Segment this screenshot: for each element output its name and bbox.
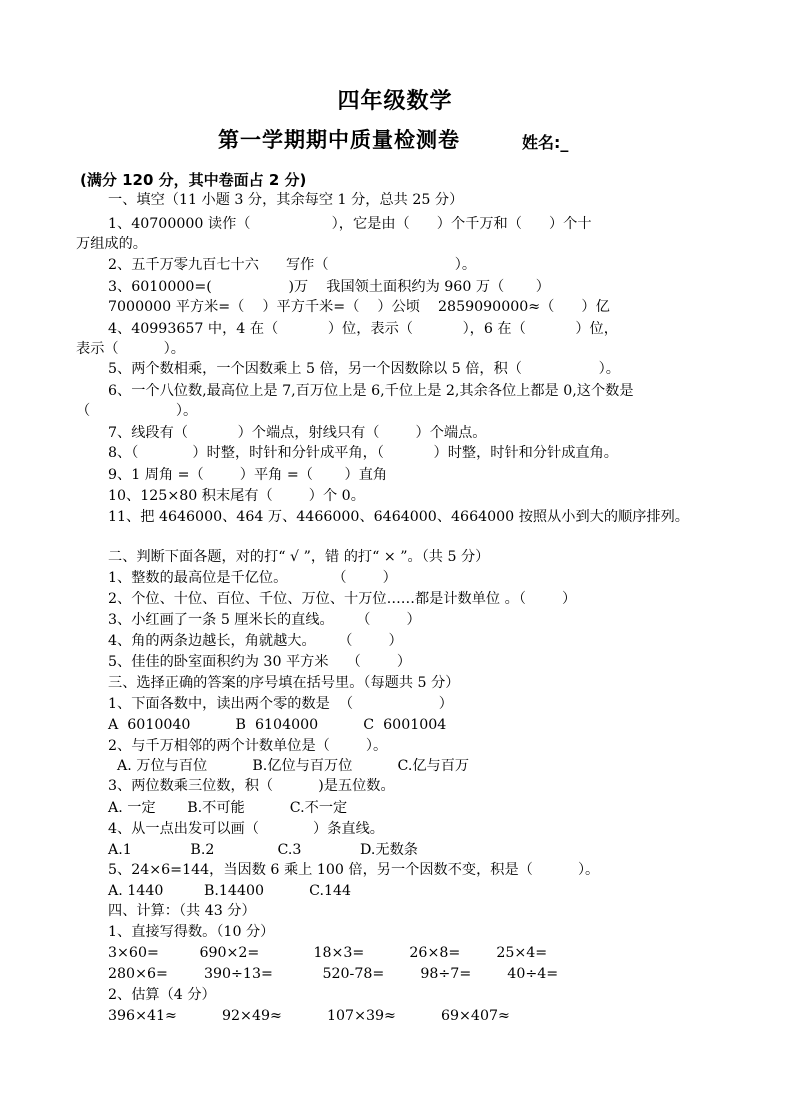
exam-line: 二、判断下面各题，对的打“ √ ”，错 的打“ × ”。（共 5 分） xyxy=(108,549,490,565)
exam-line: 4、40993657 中，4 在（ ）位，表示（ ），6 在（ ）位， xyxy=(108,321,618,337)
exam-line: 6、一个八位数,最高位上是 7,百万位上是 6,千位上是 2,其余各位上都是 0,这个数是 xyxy=(108,383,634,399)
exam-line: 2、个位、十位、百位、千位、万位、十万位……都是计数单位 。（ ） xyxy=(108,591,577,607)
exam-line: A.1 B.2 C.3 D.无数条 xyxy=(108,842,418,858)
exam-line: 四、计算：（共 43 分） xyxy=(108,903,256,919)
exam-line: 1、40700000 读作（ ），它是由（ ）个千万和（ ）个十 xyxy=(108,216,592,232)
exam-line: 11、把 4646000、464 万、4466000、6464000、4664000 按照从小到大的顺序排列。 xyxy=(108,509,689,525)
exam-line: 5、24×6=144，当因数 6 乘上 100 倍，另一个因数不变，积是（ ）。 xyxy=(108,862,600,878)
exam-line: (满分 120 分，其中卷面占 2 分) xyxy=(80,171,307,189)
exam-line: 万组成的。 xyxy=(76,236,147,252)
exam-line: 1、整数的最高位是千亿位。 （ ） xyxy=(108,570,397,586)
exam-line: 1、下面各数中，读出两个零的数是 （ ） xyxy=(108,696,453,712)
exam-line: 4、角的两条边越长，角就越大。 （ ） xyxy=(108,633,403,649)
exam-line: A. 一定 B.不可能 C.不一定 xyxy=(108,800,348,816)
exam-line: 1、直接写得数。（10 分） xyxy=(108,924,275,940)
exam-line: 280×6= 390÷13= 520-78= 98÷7= 40÷4= xyxy=(108,966,559,982)
exam-line: 8、（ ）时整，时针和分针成平角，（ ）时整，时针和分针成直角。 xyxy=(108,445,618,461)
exam-line: 2、五千万零九百七十六 写作（ ）。 xyxy=(108,257,477,273)
exam-subtitle: 第一学期期中质量检测卷 xyxy=(218,128,460,152)
exam-line: A 6010040 B 6104000 C 6001004 xyxy=(108,717,447,733)
exam-line: 5、佳佳的卧室面积约为 30 平方米 （ ） xyxy=(108,654,412,670)
exam-line: 一、填空（11 小题 3 分，其余每空 1 分，总共 25 分） xyxy=(108,192,464,208)
exam-line: 396×41≈ 92×49≈ 107×39≈ 69×407≈ xyxy=(108,1008,510,1024)
exam-line: 三、选择正确的答案的序号填在括号里。（每题共 5 分） xyxy=(108,675,460,691)
exam-line: 5、两个数相乘，一个因数乘上 5 倍，另一个因数除以 5 倍，积（ ）。 xyxy=(108,361,620,377)
exam-line: 2、估算（4 分） xyxy=(108,987,216,1003)
exam-line: 4、从一点出发可以画（ ）条直线。 xyxy=(108,821,384,837)
exam-line: 3×60= 690×2= 18×3= 26×8= 25×4= xyxy=(108,945,548,961)
exam-line: （ ）。 xyxy=(76,403,198,419)
exam-line: 7、线段有（ ）个端点，射线只有（ ）个端点。 xyxy=(108,425,487,441)
exam-line: 10、125×80 积末尾有（ ）个 0。 xyxy=(108,488,365,504)
exam-line: 7000000 平方米=（ ）平方千米=（ ）公顷 2859090000≈（ ）亿 xyxy=(108,299,610,315)
exam-line: 3、两位数乘三位数，积（ )是五位数。 xyxy=(108,778,395,794)
name-field-label: 姓名:_ xyxy=(522,133,569,152)
exam-line: 2、与千万相邻的两个计数单位是（ ）。 xyxy=(108,738,388,754)
exam-line: A. 万位与百位 B.亿位与百万位 C.亿与百万 xyxy=(108,758,470,774)
exam-line: 表示（ ）。 xyxy=(76,341,185,357)
exam-line: A. 1440 B.14400 C.144 xyxy=(108,883,352,899)
exam-line: 3、6010000=( )万 我国领土面积约为 960 万（ ） xyxy=(108,279,550,295)
exam-title: 四年级数学 xyxy=(337,89,453,114)
exam-line: 3、小红画了一条 5 厘米长的直线。 （ ） xyxy=(108,612,421,628)
exam-line: 9、1 周角 =（ ）平角 =（ ）直角 xyxy=(108,467,388,483)
